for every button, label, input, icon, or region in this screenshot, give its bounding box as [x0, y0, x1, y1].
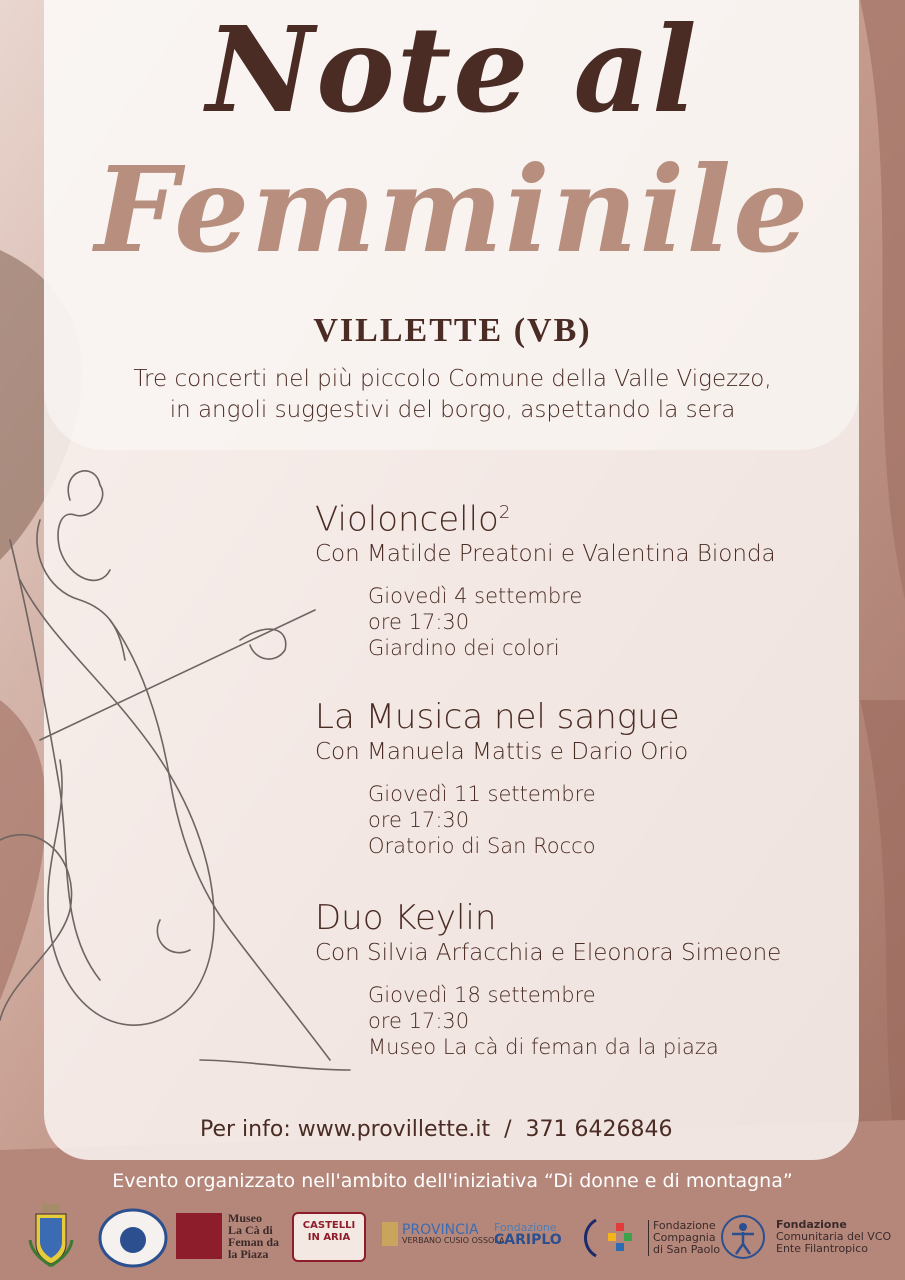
poster-title-line2: Femminile [94, 140, 811, 279]
sanpaolo-text-line: Fondazione [653, 1219, 716, 1232]
castelli-text-line: CASTELLI [302, 1220, 356, 1231]
museo-text-line: La Cà di [228, 1223, 273, 1237]
event-1 [315, 493, 875, 661]
fondazione-vco-logo [720, 1214, 891, 1260]
sponsor-logos [20, 1198, 900, 1278]
event-details [368, 982, 875, 1060]
info-separator: / [504, 1117, 512, 1142]
event-date: Giovedì 4 settembre [368, 584, 583, 609]
info-phone[interactable]: 371 6426846 [525, 1117, 673, 1142]
castelli-text-line: IN ARIA [307, 1232, 351, 1243]
event-time: ore 17:30 [368, 610, 470, 635]
castelli-badge [292, 1212, 366, 1262]
subtitle [0, 364, 905, 426]
vco-text-line: Comunitaria del VCO [776, 1230, 892, 1243]
swirl-logo [578, 1216, 602, 1260]
info-line [200, 1117, 672, 1142]
cariplo-text-line: Fondazione [494, 1221, 557, 1234]
event-details [368, 781, 875, 859]
event-title-text: La Musica nel sangue [315, 697, 680, 737]
info-website-link[interactable]: www.provillette.it [297, 1117, 491, 1142]
sanpaolo-text-line: di San Paolo [653, 1243, 721, 1256]
event-time: ore 17:30 [368, 1009, 470, 1033]
sanpaolo-text [648, 1220, 720, 1256]
initiative-note: Evento organizzato nell'ambito dell'iniziativa “Di donne e di montagna” [112, 1170, 793, 1192]
event-2 [315, 697, 875, 859]
sanpaolo-logo [608, 1220, 720, 1256]
pro-loco-logo [98, 1208, 168, 1268]
crest-icon [26, 1200, 76, 1268]
event-date: Giovedì 18 settembre [368, 983, 596, 1007]
vco-text-line: Fondazione [776, 1218, 847, 1231]
vco-text [776, 1219, 891, 1255]
subtitle-line1: Tre concerti nel più piccolo Comune della Valle Vigezzo, [133, 366, 772, 392]
event-time: ore 17:30 [368, 808, 470, 832]
event-title [315, 898, 875, 938]
event-place: Giardino dei colori [368, 636, 560, 661]
provincia-logo [382, 1222, 504, 1246]
provincia-shield-icon [382, 1222, 398, 1246]
museo-text-line: la Piaza [228, 1247, 269, 1261]
pro-loco-icon [98, 1208, 168, 1268]
event-date: Giovedì 11 settembre [368, 782, 596, 806]
provincia-text-line: PROVINCIA [402, 1221, 479, 1238]
comune-crest-logo [26, 1200, 76, 1268]
location-heading: VILLETTE (VB) [313, 312, 592, 349]
figure-icon [720, 1214, 766, 1260]
event-title-text: Violoncello [315, 499, 499, 540]
provincia-text [402, 1221, 505, 1245]
poster-title-line1: Note al [206, 0, 699, 139]
event-title [315, 697, 875, 737]
vco-text-line: Ente Filantropico [776, 1242, 868, 1255]
museo-logo [176, 1212, 279, 1260]
sanpaolo-text-line: Compagnia [653, 1231, 716, 1244]
museo-text [228, 1212, 279, 1260]
museo-pattern-icon [176, 1213, 222, 1259]
event-title [315, 493, 875, 539]
swirl-icon [578, 1216, 602, 1260]
castelli-in-aria-logo [292, 1212, 366, 1262]
mosaic-icon [608, 1221, 634, 1255]
cariplo-text [494, 1222, 562, 1246]
event-cast: Con Manuela Mattis e Dario Orio [315, 739, 689, 765]
cariplo-logo [494, 1222, 562, 1246]
provincia-text-line: VERBANO CUSIO OSSOLA [402, 1235, 505, 1245]
event-cast: Con Silvia Arfacchia e Eleonora Simeone [315, 940, 782, 966]
info-label: Per info: [200, 1117, 291, 1142]
museo-text-line: Feman da [228, 1235, 279, 1249]
cariplo-text-line: CARIPLO [494, 1232, 562, 1248]
event-place: Museo La cà di feman da la piaza [368, 1035, 719, 1059]
event-title-sup: 2 [498, 502, 511, 523]
event-place: Oratorio di San Rocco [368, 834, 596, 858]
subtitle-line2: in angoli suggestivi del borgo, aspettando la sera [169, 397, 736, 423]
museo-text-line: Museo [228, 1211, 262, 1225]
event-3 [315, 898, 875, 1060]
event-title-text: Duo Keylin [315, 898, 497, 938]
event-cast: Con Matilde Preatoni e Valentina Bionda [315, 541, 776, 568]
event-details [368, 583, 875, 661]
